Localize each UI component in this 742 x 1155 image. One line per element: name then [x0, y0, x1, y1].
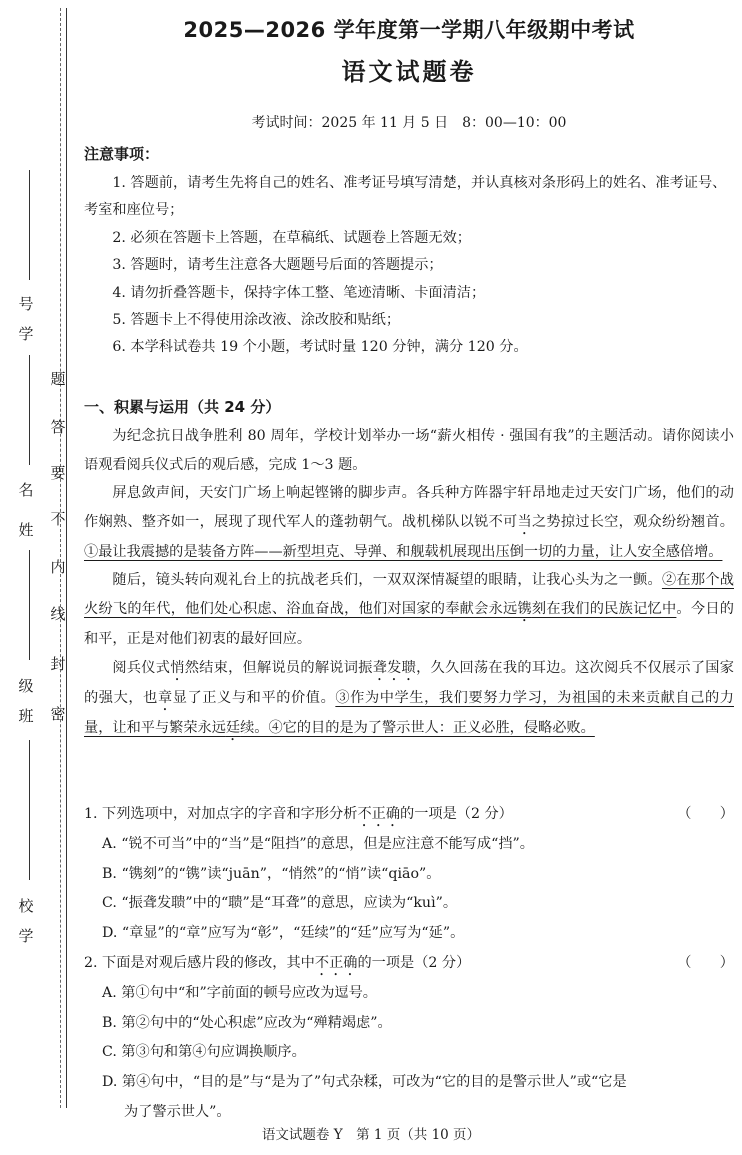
- subject-title: 语文试题卷: [341, 58, 477, 86]
- school-blank: [29, 740, 30, 880]
- note-item: 6. 本学科试卷共 19 个小题，考试时量 120 分钟，满分 120 分。: [112, 339, 528, 356]
- text-run: 阅兵仪式: [112, 659, 171, 676]
- question-1-option-b: B. “镌刻”的“镌”读“juān”，“悄然”的“悄”读“qiāo”。: [102, 865, 441, 882]
- section-heading: 一、积累与运用（共 24 分）: [84, 398, 281, 416]
- school-field: [14, 892, 38, 920]
- school-label-1: 校: [18, 897, 34, 915]
- text-run: 屏息敛声间，天安门广场上响起铿锵的脚步声。各兵种方阵器宇轩昂地走过天安门广场，他们的动作娴熟、整齐如一，展现了现代军人的蓬勃朝气。战机梯队以锐不可: [84, 485, 734, 530]
- name-field: [14, 476, 38, 504]
- student-id-field: [14, 290, 38, 318]
- questions: [84, 800, 734, 1127]
- name-label-1: 名: [18, 481, 34, 499]
- dotted-char: 不正确: [314, 954, 358, 971]
- class-blank: [29, 550, 30, 660]
- class-label-2: 班: [18, 707, 34, 725]
- student-id-field-2: [14, 320, 38, 348]
- text-run: 1. 下列选项中，对加点字的字音和字形分析: [84, 806, 358, 822]
- page-footer: 语文试题卷 Y 第 1 页（共 10 页）: [261, 1127, 481, 1143]
- underlined-sentence-3: ③作为中学生，我们要努力学习，为祖国的未来贡献自己的力量，让和平与繁荣永远: [84, 689, 734, 736]
- class-field: [14, 672, 38, 700]
- underlined-sentence-2b: 刻在我们的民族记忆中: [531, 600, 677, 617]
- text-run: 之势掠过长空，观众纷纷翘首。: [531, 513, 734, 530]
- question-2-option-d-cont: 为了警示世人”。: [124, 1103, 231, 1120]
- notes-heading: 注意事项：: [84, 145, 160, 163]
- text-run: 的一项是（2 分）: [357, 954, 471, 971]
- text-run: 2. 下面是对观后感片段的修改，其中: [84, 954, 315, 971]
- dotted-char: 悄: [170, 659, 185, 676]
- note-item: 3. 答题时，请考生注意各大题题号后面的答题提示；: [112, 257, 443, 274]
- note-item: 2. 必须在答题卡上答题，在草稿纸、试题卷上答题无效；: [112, 229, 471, 246]
- underlined-sentence-3b: 续。: [240, 719, 269, 736]
- dotted-char: 廷: [225, 719, 241, 736]
- note-item: 4. 请勿折叠答题卡，保持字体工整、笔迹清晰、卡面清洁；: [112, 284, 486, 301]
- passage-paragraph-2: [84, 566, 734, 653]
- seal-char: 内: [50, 558, 66, 576]
- name-field-2: [14, 516, 38, 544]
- seal-char: 封: [50, 655, 66, 673]
- passage-paragraph-1: [84, 479, 734, 566]
- question-2-option-d: D. 第④句中，“目的是”与“是为了”句式杂糅，可改为“它的目的是警示世人”或“它是: [102, 1073, 627, 1090]
- student-id-blank: [29, 170, 30, 280]
- school-field-2: [14, 922, 38, 950]
- note-item: 5. 答题卡上不得使用涂改液、涂改胶和贴纸；: [112, 312, 401, 329]
- dotted-char: 不正确: [357, 806, 401, 822]
- question-2-stem: [84, 949, 734, 979]
- notes-list: [84, 170, 734, 362]
- reading-passage: [84, 422, 734, 744]
- student-id-label-2: 学: [18, 325, 34, 343]
- text-run: 显了正义与和平的价值。: [172, 689, 336, 706]
- answer-parentheses: （ ）: [677, 954, 734, 971]
- seal-char: 答: [50, 418, 66, 436]
- question-1-option-a: A. “锐不可当”中的“当”是“阻挡”的意思，但是应注意不能写成“挡”。: [102, 836, 534, 852]
- name-label-2: 姓: [18, 521, 34, 539]
- seal-char: 题: [50, 370, 66, 388]
- question-2-option-a: A. 第①句中“和”字前面的顿号应改为逗号。: [102, 984, 377, 1001]
- underlined-sentence-4: ④它的目的是为了警示世人：正义必胜，侵略必败。: [268, 719, 595, 736]
- answer-parentheses: （ ）: [677, 806, 734, 822]
- passage-intro: 为纪念抗日战争胜利 80 周年，学校计划举办一场“薪火相传 · 强国有我”的主题活动。请你阅读小语观看阅兵仪式后的观后感，完成 1～3 题。: [84, 428, 734, 473]
- passage-paragraph-3: [84, 654, 734, 744]
- dotted-char: 镌: [517, 600, 532, 617]
- dotted-char: 当: [517, 513, 532, 530]
- name-blank: [29, 355, 30, 465]
- binding-margin: [0, 0, 70, 1155]
- seal-char: 线: [50, 605, 66, 623]
- class-field-2: [14, 702, 38, 730]
- underlined-sentence-2: ②在那个战火纷飞的年代，他们处心积虑、浴血奋战，他们对国家的奉献会永远: [84, 572, 734, 617]
- seal-char: 密: [50, 705, 66, 723]
- exam-title: 2025—2026 学年度第一学期八年级期中考试: [183, 18, 635, 42]
- exam-time: 考试时间：2025 年 11 月 5 日 8：00—10：00: [251, 115, 567, 131]
- student-id-label-1: 号: [18, 295, 34, 313]
- question-1-stem: [84, 800, 734, 830]
- school-label-2: 学: [18, 927, 34, 945]
- dotted-char: 聋发聩: [372, 659, 417, 676]
- note-item: 1. 答题前，请考生先将自己的姓名、准考证号填写清楚，并认真核对条形码上的姓名、准考证号、考室和座位号；: [84, 175, 727, 219]
- dotted-char: 章: [157, 689, 173, 706]
- seal-char: 要: [50, 464, 66, 482]
- class-label-1: 级: [18, 677, 34, 695]
- text-run: 。今日的和平，正是对他们初衷的最好回应。: [84, 600, 734, 647]
- text-run: 的一项是（2 分）: [400, 806, 513, 822]
- underlined-sentence-1: ①最让我震撼的是装备方阵——新型坦克、导弹、和舰载机展现出压倒一切的力量，让人安全感倍增。: [84, 543, 723, 560]
- question-1-option-d: D. “章显”的“章”应写为“彰”，“廷续”的“廷”应写为“延”。: [102, 925, 465, 942]
- seal-char: 不: [50, 510, 66, 528]
- text-run: ，久久回荡在我的耳边。这次阅兵不仅展示了国家的强大，也: [84, 659, 734, 706]
- question-2-option-b: B. 第②句中的“处心积虑”应改为“殚精竭虑”。: [102, 1014, 392, 1031]
- margin-rule: [66, 8, 67, 1108]
- question-1-option-c: C. “振聋发聩”中的“聩”是“耳聋”的意思，应读为“kuì”。: [102, 895, 458, 912]
- text-run: 然结束，但解说员的解说词振: [184, 659, 373, 676]
- text-run: 随后，镜头转向观礼台上的抗战老兵们，一双双深情凝望的眼睛，让我心头为之一颤。: [112, 572, 662, 589]
- question-2-option-c: C. 第③句和第④句应调换顺序。: [102, 1044, 306, 1061]
